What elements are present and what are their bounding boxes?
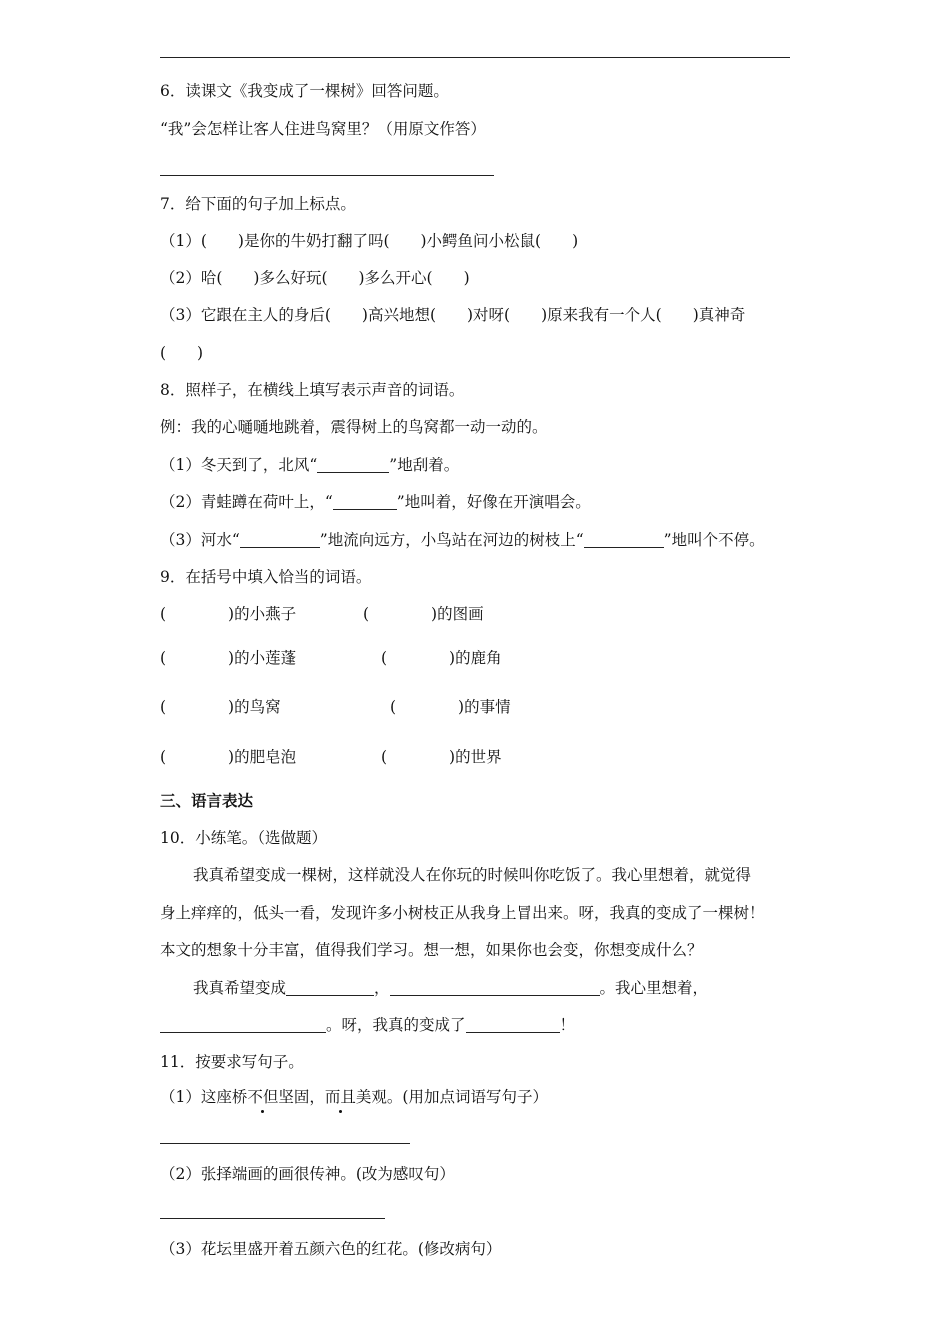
q10-blank-2[interactable]	[390, 979, 600, 996]
q8-item-1-blank[interactable]	[317, 456, 389, 473]
q11-item-1: （1）这座桥不但坚固，而且美观。(用加点词语写句子）	[160, 1088, 548, 1106]
q8-item-1: （1）冬天到了，北风“ ”地刮着。	[160, 456, 460, 474]
q10-paragraph-line-3: 本文的想象十分丰富，值得我们学习。想一想，如果你也会变，你想变成什么？	[160, 941, 703, 959]
q9-blank-4-1[interactable]: ( )的肥皂泡	[160, 748, 297, 766]
section-heading: 三、语言表达	[160, 791, 254, 810]
q7-title: 7．给下面的句子加上标点。	[160, 195, 356, 213]
q8-item-2-blank[interactable]	[333, 493, 397, 510]
q9-blank-3-1[interactable]: ( )的鸟窝	[160, 698, 281, 716]
emphasis-dot-text-1: 不但	[247, 1088, 279, 1106]
q7-item-3-continued: ( )	[160, 344, 204, 362]
q10-paragraph-line-1: 我真希望变成一棵树，这样就没人在你玩的时候叫你吃饭了。我心里想着，就觉得	[193, 866, 752, 884]
q6-answer-line[interactable]	[160, 175, 494, 176]
q10-blank-3[interactable]	[160, 1016, 326, 1033]
q9-title: 9．在括号中填入恰当的词语。	[160, 568, 372, 586]
q9-blank-1-2[interactable]: ( )的图画	[363, 605, 484, 623]
q9-blank-3-2[interactable]: ( )的事情	[390, 698, 511, 716]
q10-fill-line-1: 我真希望变成 ， 。我心里想着，	[193, 979, 709, 997]
q11-item-3: （3）花坛里盛开着五颜六色的红花。(修改病句）	[160, 1240, 502, 1258]
q6-prompt: “我”会怎样让客人住进鸟窝里？（用原文作答）	[160, 120, 486, 138]
q10-paragraph-line-2: 身上痒痒的，低头一看，发现许多小树枝正从我身上冒出来。呀，我真的变成了一棵树！	[160, 904, 765, 922]
emphasis-dot-text-2: 而且	[324, 1088, 356, 1106]
q9-blank-2-2[interactable]: ( )的鹿角	[381, 649, 502, 667]
q8-title: 8．照样子，在横线上填写表示声音的词语。	[160, 381, 465, 399]
page-top-rule	[160, 57, 790, 58]
q11-item-1-answer-line[interactable]	[160, 1143, 410, 1144]
q6-title: 6．读课文《我变成了一棵树》回答问题。	[160, 82, 449, 100]
q8-item-2: （2）青蛙蹲在荷叶上，“ ”地叫着，好像在开演唱会。	[160, 493, 591, 511]
q11-title: 11．按要求写句子。	[160, 1053, 304, 1071]
q9-blank-2-1[interactable]: ( )的小莲蓬	[160, 649, 297, 667]
q7-item-1: （1）( )是你的牛奶打翻了吗( )小鳄鱼问小松鼠( )	[160, 232, 579, 250]
q8-example: 例：我的心嗵嗵地跳着，震得树上的鸟窝都一动一动的。	[160, 418, 548, 436]
q11-item-2: （2）张择端画的画很传神。(改为感叹句）	[160, 1165, 455, 1183]
q10-blank-1[interactable]	[286, 979, 374, 996]
q7-item-3: （3）它跟在主人的身后( )高兴地想( )对呀( )原来我有一个人( )真神奇	[160, 306, 746, 324]
q8-item-3-blank-2[interactable]	[584, 531, 664, 548]
q10-blank-4[interactable]	[466, 1016, 560, 1033]
q10-fill-line-2: 。呀，我真的变成了 ！	[160, 1015, 575, 1035]
q8-item-3: （3）河水“ ”地流向远方，小鸟站在河边的树枝上“ ”地叫个不停。	[160, 531, 765, 549]
q9-blank-4-2[interactable]: ( )的世界	[381, 748, 502, 766]
q11-item-2-answer-line[interactable]	[160, 1218, 385, 1219]
q8-item-3-blank-1[interactable]	[240, 531, 320, 548]
q7-item-2: （2）哈( )多么好玩( )多么开心( )	[160, 269, 470, 287]
q10-title: 10．小练笔。（选做题）	[160, 829, 327, 847]
q9-blank-1-1[interactable]: ( )的小燕子	[160, 605, 297, 623]
